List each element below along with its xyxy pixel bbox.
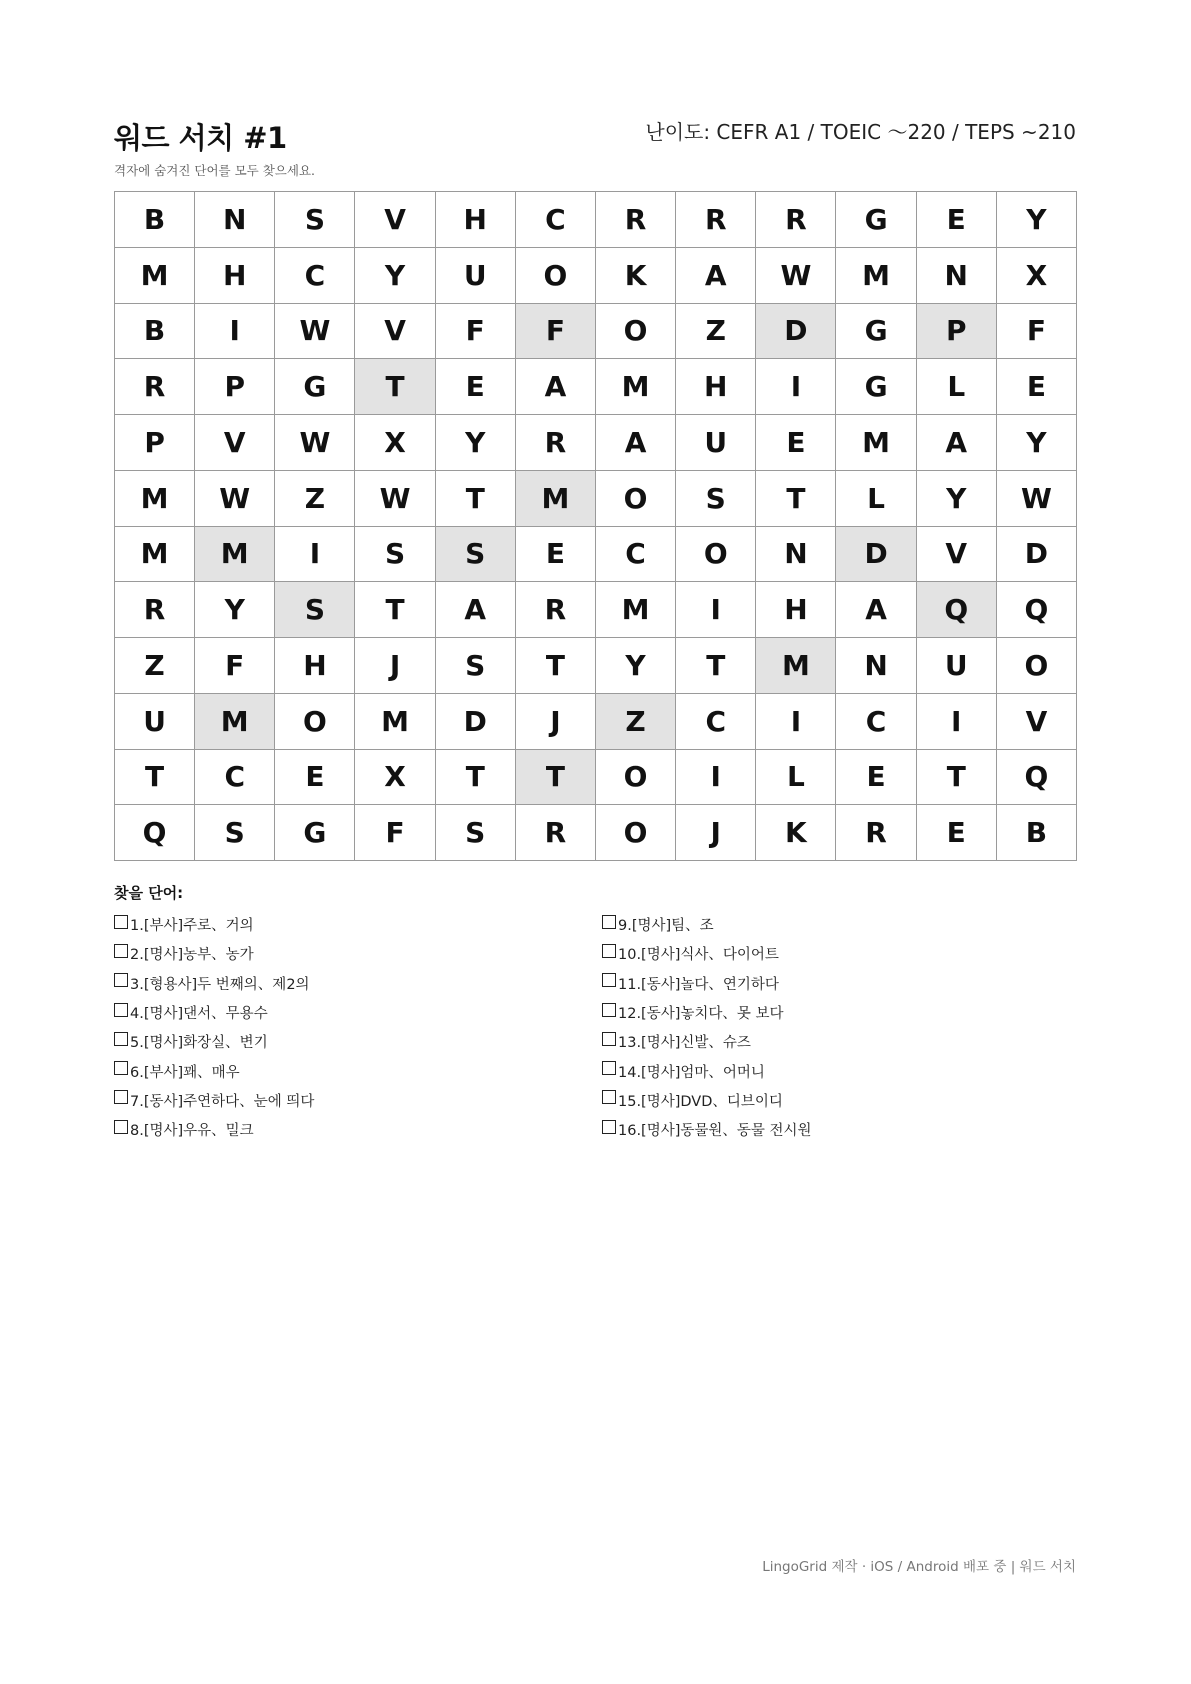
page-title: 워드 서치 #1 (114, 121, 287, 155)
grid-cell[interactable]: Y (997, 192, 1077, 248)
grid-cell[interactable]: V (195, 415, 275, 471)
grid-cell[interactable]: Q (997, 750, 1077, 806)
grid-cell[interactable]: X (355, 415, 435, 471)
grid-cell[interactable]: E (275, 750, 355, 806)
grid-cell[interactable]: I (195, 304, 275, 360)
word-list-left (114, 910, 314, 1144)
grid-cell[interactable]: V (997, 694, 1077, 750)
grid-cell[interactable]: R (516, 805, 596, 861)
grid-cell[interactable]: T (436, 471, 516, 527)
grid-cell[interactable]: G (275, 805, 355, 861)
grid-cell[interactable]: W (195, 471, 275, 527)
grid-cell[interactable]: C (676, 694, 756, 750)
grid-cell[interactable]: L (836, 471, 916, 527)
word-item (114, 1056, 314, 1085)
grid-cell[interactable]: N (917, 248, 997, 304)
word-label: 8.[명사]우유、밀크 (130, 1123, 254, 1140)
word-item (602, 1027, 812, 1056)
grid-cell[interactable]: A (596, 415, 676, 471)
grid-cell[interactable]: Z (596, 694, 676, 750)
grid-cell[interactable]: F (997, 304, 1077, 360)
grid-cell[interactable]: R (836, 805, 916, 861)
grid-cell[interactable]: D (756, 304, 836, 360)
grid-cell[interactable]: S (355, 527, 435, 583)
grid-cell[interactable]: J (516, 694, 596, 750)
grid-cell[interactable]: R (516, 415, 596, 471)
grid-cell[interactable]: S (436, 527, 516, 583)
grid-cell[interactable]: R (676, 192, 756, 248)
grid-cell[interactable]: M (836, 248, 916, 304)
word-list-title: 찾을 단어: (114, 884, 184, 902)
word-item (114, 998, 314, 1027)
grid-cell[interactable]: P (115, 415, 195, 471)
grid-cell[interactable]: E (836, 750, 916, 806)
grid-cell[interactable]: G (836, 192, 916, 248)
grid-cell[interactable]: O (596, 750, 676, 806)
grid-cell[interactable]: E (997, 359, 1077, 415)
grid-cell[interactable]: S (436, 638, 516, 694)
grid-cell[interactable]: K (596, 248, 676, 304)
grid-cell[interactable]: M (115, 248, 195, 304)
grid-cell[interactable]: V (355, 192, 435, 248)
grid-cell[interactable]: Z (676, 304, 756, 360)
grid-cell[interactable]: T (355, 582, 435, 638)
grid-cell[interactable]: Y (596, 638, 676, 694)
grid-cell[interactable]: T (516, 638, 596, 694)
grid-cell[interactable]: O (596, 471, 676, 527)
grid-cell[interactable]: U (436, 248, 516, 304)
grid-cell[interactable]: B (115, 304, 195, 360)
grid-cell[interactable]: Z (115, 638, 195, 694)
grid-cell[interactable]: D (836, 527, 916, 583)
grid-cell[interactable]: Q (115, 805, 195, 861)
grid-cell[interactable]: R (596, 192, 676, 248)
grid-cell[interactable]: W (756, 248, 836, 304)
grid-cell[interactable]: M (836, 415, 916, 471)
grid-cell[interactable]: T (436, 750, 516, 806)
grid-cell[interactable]: Y (917, 471, 997, 527)
grid-cell[interactable]: S (436, 805, 516, 861)
checkbox[interactable] (114, 1061, 128, 1075)
grid-cell[interactable]: W (997, 471, 1077, 527)
grid-cell[interactable]: B (997, 805, 1077, 861)
grid-cell[interactable]: G (275, 359, 355, 415)
word-item (602, 1056, 812, 1085)
word-label: 6.[부사]꽤、매우 (130, 1064, 240, 1081)
checkbox[interactable] (114, 915, 128, 929)
grid-cell[interactable]: T (115, 750, 195, 806)
grid-cell[interactable]: E (756, 415, 836, 471)
grid-cell[interactable]: O (516, 248, 596, 304)
footer-credit: LingoGrid 제작 · iOS / Android 배포 중 | 워드 서치 (762, 1559, 1076, 1575)
checkbox[interactable] (602, 915, 616, 929)
grid-cell[interactable]: U (917, 638, 997, 694)
grid-cell[interactable]: M (596, 582, 676, 638)
grid-cell[interactable]: H (756, 582, 836, 638)
word-label: 9.[명사]팀、조 (618, 918, 714, 935)
grid-cell[interactable]: T (516, 750, 596, 806)
grid-cell[interactable]: K (756, 805, 836, 861)
grid-cell[interactable]: R (516, 582, 596, 638)
grid-cell[interactable]: C (836, 694, 916, 750)
grid-cell[interactable]: H (195, 248, 275, 304)
grid-cell[interactable]: L (917, 359, 997, 415)
grid-cell[interactable]: U (676, 415, 756, 471)
checkbox[interactable] (602, 1003, 616, 1017)
checkbox[interactable] (114, 944, 128, 958)
grid-cell[interactable]: Y (436, 415, 516, 471)
grid-cell[interactable]: T (676, 638, 756, 694)
grid-cell[interactable]: H (275, 638, 355, 694)
grid-cell[interactable]: D (997, 527, 1077, 583)
letter-grid (114, 191, 1077, 861)
grid-cell[interactable]: L (756, 750, 836, 806)
grid-cell[interactable]: N (836, 638, 916, 694)
word-item (602, 939, 812, 968)
grid-cell[interactable]: B (115, 192, 195, 248)
grid-cell[interactable]: O (596, 304, 676, 360)
grid-cell[interactable]: Y (997, 415, 1077, 471)
grid-cell[interactable]: S (195, 805, 275, 861)
word-label: 12.[동사]놓치다、못 보다 (618, 1006, 784, 1023)
grid-cell[interactable]: V (917, 527, 997, 583)
grid-cell[interactable]: A (676, 248, 756, 304)
grid-cell[interactable]: R (756, 192, 836, 248)
grid-cell[interactable]: E (917, 805, 997, 861)
grid-cell[interactable]: A (917, 415, 997, 471)
instructions: 격자에 숨겨진 단어를 모두 찾으세요. (114, 163, 315, 178)
checkbox[interactable] (602, 1090, 616, 1104)
checkbox[interactable] (602, 973, 616, 987)
checkbox[interactable] (114, 1120, 128, 1134)
grid-cell[interactable]: A (836, 582, 916, 638)
grid-cell[interactable]: Q (997, 582, 1077, 638)
grid-cell[interactable]: S (275, 192, 355, 248)
grid-cell[interactable]: Z (275, 471, 355, 527)
grid-cell[interactable]: H (676, 359, 756, 415)
grid-cell[interactable]: W (275, 304, 355, 360)
checkbox[interactable] (602, 1032, 616, 1046)
grid-cell[interactable]: Y (195, 582, 275, 638)
grid-cell[interactable]: X (355, 750, 435, 806)
grid-cell[interactable]: E (917, 192, 997, 248)
word-item (602, 969, 812, 998)
word-item (114, 1086, 314, 1115)
grid-cell[interactable]: P (195, 359, 275, 415)
grid-cell[interactable]: C (195, 750, 275, 806)
checkbox[interactable] (602, 1061, 616, 1075)
checkbox[interactable] (602, 1120, 616, 1134)
grid-cell[interactable]: F (516, 304, 596, 360)
grid-cell[interactable]: M (195, 527, 275, 583)
word-label: 5.[명사]화장실、변기 (130, 1035, 268, 1052)
checkbox[interactable] (114, 973, 128, 987)
grid-cell[interactable]: M (115, 471, 195, 527)
word-item (114, 939, 314, 968)
word-label: 15.[명사]DVD、디브이디 (618, 1093, 783, 1110)
word-item (602, 910, 812, 939)
grid-cell[interactable]: S (676, 471, 756, 527)
grid-cell[interactable]: J (676, 805, 756, 861)
word-item (114, 910, 314, 939)
word-label: 7.[동사]주연하다、눈에 띄다 (130, 1093, 315, 1110)
grid-cell[interactable]: F (195, 638, 275, 694)
word-item (114, 969, 314, 998)
grid-cell[interactable]: O (275, 694, 355, 750)
grid-cell[interactable]: C (516, 192, 596, 248)
grid-cell[interactable]: Q (917, 582, 997, 638)
word-item (114, 1027, 314, 1056)
word-item (602, 998, 812, 1027)
grid-cell[interactable]: F (436, 304, 516, 360)
checkbox[interactable] (114, 1032, 128, 1046)
grid-cell[interactable]: T (355, 359, 435, 415)
grid-cell[interactable]: Y (355, 248, 435, 304)
grid-cell[interactable]: M (115, 527, 195, 583)
checkbox[interactable] (114, 1003, 128, 1017)
grid-cell[interactable]: N (756, 527, 836, 583)
grid-cell[interactable]: M (596, 359, 676, 415)
grid-cell[interactable]: C (596, 527, 676, 583)
word-label: 4.[명사]댄서、무용수 (130, 1006, 268, 1023)
grid-cell[interactable]: I (676, 582, 756, 638)
grid-cell[interactable]: G (836, 304, 916, 360)
grid-cell[interactable]: N (195, 192, 275, 248)
grid-cell[interactable]: V (355, 304, 435, 360)
grid-cell[interactable]: T (917, 750, 997, 806)
word-list-right (602, 910, 812, 1144)
word-item (114, 1115, 314, 1144)
word-label: 13.[명사]신발、슈즈 (618, 1035, 751, 1052)
word-label: 10.[명사]식사、다이어트 (618, 947, 779, 964)
grid-cell[interactable]: M (516, 471, 596, 527)
grid-cell[interactable]: M (355, 694, 435, 750)
grid-cell[interactable]: G (836, 359, 916, 415)
grid-cell[interactable]: F (355, 805, 435, 861)
checkbox[interactable] (602, 944, 616, 958)
grid-cell[interactable]: W (275, 415, 355, 471)
grid-cell[interactable]: O (596, 805, 676, 861)
grid-cell[interactable]: U (115, 694, 195, 750)
word-label: 11.[동사]놀다、연기하다 (618, 976, 779, 993)
grid-cell[interactable]: E (516, 527, 596, 583)
grid-cell[interactable]: C (275, 248, 355, 304)
grid-cell[interactable]: I (756, 694, 836, 750)
grid-cell[interactable]: H (436, 192, 516, 248)
difficulty-label: 난이도: CEFR A1 / TOEIC ～220 / TEPS ~210 (645, 120, 1076, 144)
word-label: 14.[명사]엄마、어머니 (618, 1064, 765, 1081)
grid-cell[interactable]: I (676, 750, 756, 806)
grid-cell[interactable]: R (115, 359, 195, 415)
word-item (602, 1086, 812, 1115)
grid-cell[interactable]: O (676, 527, 756, 583)
word-label: 16.[명사]동물원、동물 전시원 (618, 1123, 812, 1140)
grid-cell[interactable]: W (355, 471, 435, 527)
grid-cell[interactable]: A (436, 582, 516, 638)
word-label: 1.[부사]주로、거의 (130, 918, 254, 935)
grid-cell[interactable]: E (436, 359, 516, 415)
grid-cell[interactable]: D (436, 694, 516, 750)
grid-cell[interactable]: J (355, 638, 435, 694)
grid-cell[interactable]: I (756, 359, 836, 415)
grid-cell[interactable]: I (275, 527, 355, 583)
grid-cell[interactable]: X (997, 248, 1077, 304)
grid-cell[interactable]: M (195, 694, 275, 750)
word-item (602, 1115, 812, 1144)
grid-cell[interactable]: I (917, 694, 997, 750)
grid-cell[interactable]: O (997, 638, 1077, 694)
grid-cell[interactable]: R (115, 582, 195, 638)
grid-cell[interactable]: T (756, 471, 836, 527)
word-label: 2.[명사]농부、농가 (130, 947, 254, 964)
grid-cell[interactable]: P (917, 304, 997, 360)
grid-cell[interactable]: S (275, 582, 355, 638)
word-label: 3.[형용사]두 번째의、제2의 (130, 976, 310, 993)
grid-cell[interactable]: M (756, 638, 836, 694)
grid-cell[interactable]: A (516, 359, 596, 415)
checkbox[interactable] (114, 1090, 128, 1104)
